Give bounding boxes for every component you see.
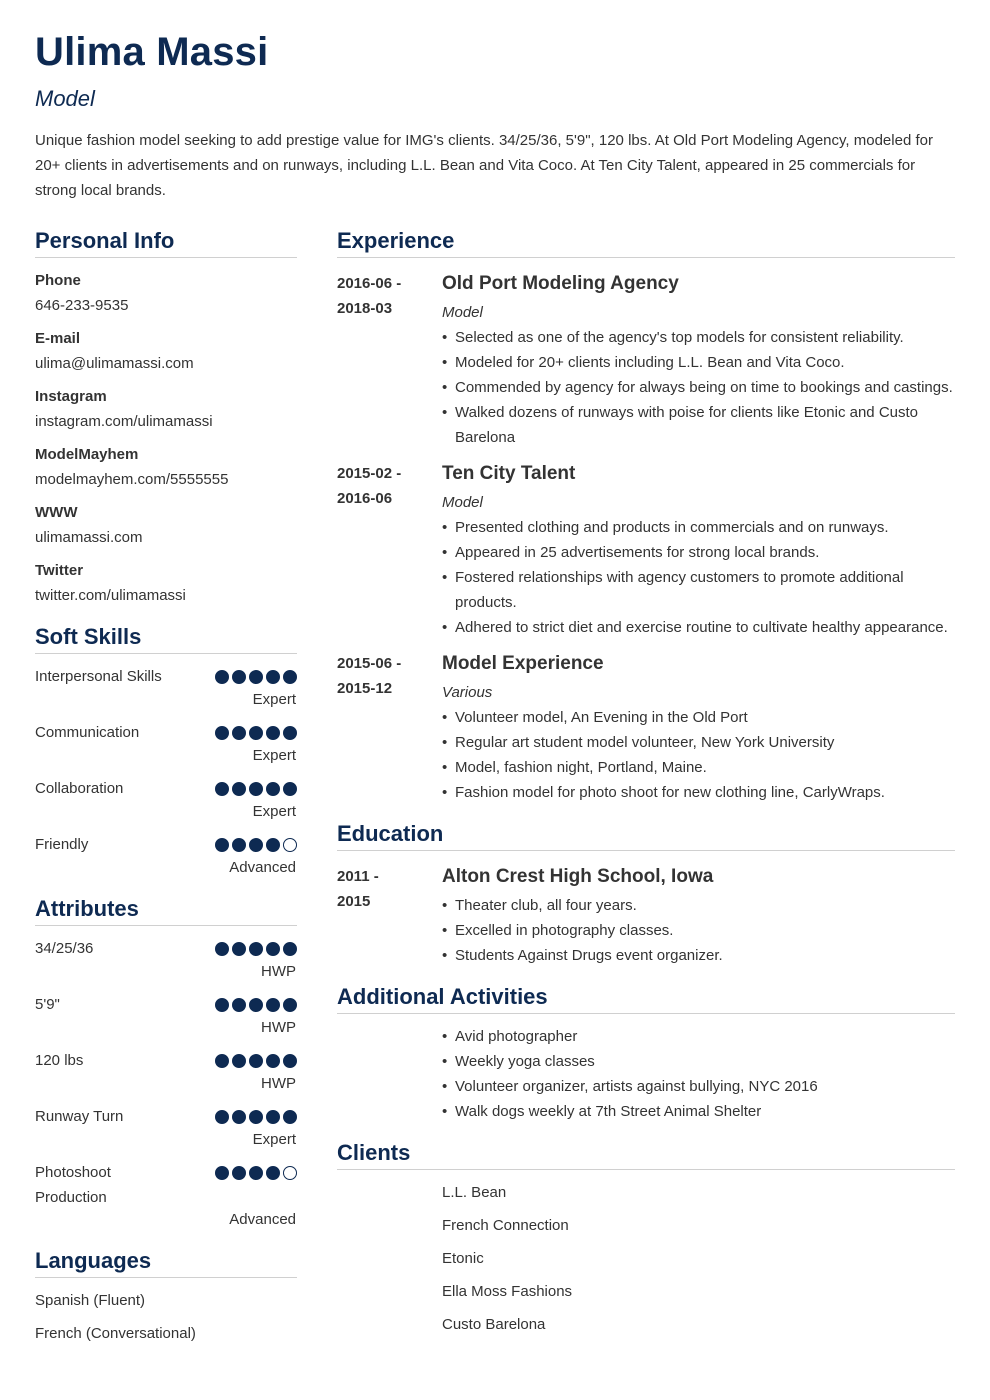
- rating-dot-filled: [215, 942, 229, 956]
- education-bullets: [442, 893, 957, 968]
- activity-bullet: • Weekly yoga classes: [442, 1049, 957, 1074]
- rating-dot-filled: [215, 726, 229, 740]
- email-label: E-mail: [35, 330, 81, 347]
- rating-dot-filled: [283, 726, 297, 740]
- attributes-heading: Attributes: [35, 896, 139, 921]
- instagram-value[interactable]: instagram.com/ulimamassi: [35, 413, 213, 430]
- job-bullet: • Modeled for 20+ clients including L.L. Bean and Vita Coco.: [442, 350, 957, 375]
- languages-heading: Languages: [35, 1248, 152, 1273]
- attribute-rating: [215, 1166, 297, 1180]
- job-bullet: • Presented clothing and products in commercials and on runways.: [442, 515, 957, 540]
- www-label: WWW: [35, 504, 78, 521]
- rating-dot-filled: [232, 670, 246, 684]
- job-date-end: 2016-06: [337, 490, 393, 507]
- rating-dot-filled: [283, 998, 297, 1012]
- rating-dot-filled: [266, 998, 280, 1012]
- skill-rating: [215, 726, 297, 740]
- job-date-start: 2016-06 -: [337, 275, 402, 292]
- skill-rating: [215, 838, 297, 852]
- rating-dot-filled: [283, 670, 297, 684]
- activities-bullets: [442, 1024, 957, 1124]
- attribute-name: 34/25/36: [35, 940, 94, 957]
- rating-dot-filled: [249, 998, 263, 1012]
- summary: Unique fashion model seeking to add prestige value for IMG's clients. 34/25/36, 5'9", 120 lbs. At Old Port Modeling Agency, modeled for 20+ clients in advertisements and on runways, including L.L. Bean and Vita Coco. At Ten City Talent, appeared in 25 commercials for strong local brands.: [35, 132, 933, 199]
- activity-bullet: • Volunteer organizer, artists against bullying, NYC 2016: [442, 1074, 957, 1099]
- client-item: Etonic: [442, 1250, 484, 1267]
- www-value[interactable]: ulimamassi.com: [35, 529, 143, 546]
- attribute-name: 5'9": [35, 996, 60, 1013]
- rating-dot-filled: [232, 782, 246, 796]
- attribute-level: HWP: [261, 1019, 296, 1036]
- rating-dot-filled: [232, 1166, 246, 1180]
- rating-dot-filled: [266, 1054, 280, 1068]
- rating-dot-filled: [266, 942, 280, 956]
- rating-dot-filled: [232, 1054, 246, 1068]
- twitter-label: Twitter: [35, 562, 84, 579]
- skill-rating: [215, 670, 297, 684]
- activity-bullet: • Avid photographer: [442, 1024, 957, 1049]
- rating-dot-empty: [283, 1166, 297, 1180]
- email-value[interactable]: ulima@ulimamassi.com: [35, 355, 194, 372]
- job-bullets: [442, 515, 957, 640]
- job-date-start: 2015-06 -: [337, 655, 402, 672]
- modelmayhem-label: ModelMayhem: [35, 446, 139, 463]
- job-role: Model: [442, 304, 483, 321]
- job-bullets: [442, 705, 957, 805]
- rating-dot-filled: [266, 1166, 280, 1180]
- rating-dot-filled: [283, 942, 297, 956]
- rating-dot-filled: [215, 998, 229, 1012]
- rating-dot-filled: [215, 1110, 229, 1124]
- education-school: Alton Crest High School, Iowa: [442, 866, 714, 887]
- languages-divider: [35, 1277, 297, 1278]
- job-date-start: 2015-02 -: [337, 465, 402, 482]
- language-item: Spanish (Fluent): [35, 1292, 146, 1309]
- skill-name: Friendly: [35, 836, 89, 853]
- rating-dot-empty: [283, 838, 297, 852]
- rating-dot-filled: [283, 1054, 297, 1068]
- job-bullets: [442, 325, 957, 450]
- rating-dot-filled: [249, 942, 263, 956]
- attribute-rating: [215, 1054, 297, 1068]
- rating-dot-filled: [283, 782, 297, 796]
- job-bullet: • Fostered relationships with agency customers to promote additional products.: [442, 565, 957, 615]
- skill-level: Advanced: [229, 859, 296, 876]
- job-company: Ten City Talent: [442, 463, 576, 484]
- candidate-name: Ulima Massi: [35, 30, 269, 74]
- education-date-end: 2015: [337, 893, 371, 910]
- rating-dot-filled: [266, 670, 280, 684]
- soft-skills-divider: [35, 653, 297, 654]
- job-bullet: • Commended by agency for always being on time to bookings and castings.: [442, 375, 957, 400]
- personal-info-heading: Personal Info: [35, 228, 175, 253]
- job-bullet: • Selected as one of the agency's top models for consistent reliability.: [442, 325, 957, 350]
- education-bullet: • Students Against Drugs event organizer.: [442, 943, 957, 968]
- attribute-rating: [215, 998, 297, 1012]
- skill-rating: [215, 782, 297, 796]
- rating-dot-filled: [232, 942, 246, 956]
- rating-dot-filled: [249, 838, 263, 852]
- language-item: French (Conversational): [35, 1325, 196, 1342]
- client-item: L.L. Bean: [442, 1184, 507, 1201]
- education-bullet: • Excelled in photography classes.: [442, 918, 957, 943]
- skill-name: Collaboration: [35, 780, 124, 797]
- attribute-level: HWP: [261, 963, 296, 980]
- job-date-end: 2018-03: [337, 300, 393, 317]
- rating-dot-filled: [232, 726, 246, 740]
- attribute-name: Runway Turn: [35, 1108, 124, 1125]
- activities-heading: Additional Activities: [337, 984, 548, 1009]
- rating-dot-filled: [215, 1166, 229, 1180]
- client-item: French Connection: [442, 1217, 569, 1234]
- rating-dot-filled: [249, 670, 263, 684]
- job-role: Model: [442, 494, 483, 511]
- attribute-rating: [215, 942, 297, 956]
- client-item: Ella Moss Fashions: [442, 1283, 573, 1300]
- education-divider: [337, 850, 955, 851]
- rating-dot-filled: [266, 726, 280, 740]
- job-bullet: • Model, fashion night, Portland, Maine.: [442, 755, 957, 780]
- twitter-value[interactable]: twitter.com/ulimamassi: [35, 587, 186, 604]
- rating-dot-filled: [249, 1110, 263, 1124]
- rating-dot-filled: [215, 782, 229, 796]
- attribute-level: Advanced: [229, 1211, 296, 1228]
- modelmayhem-value[interactable]: modelmayhem.com/5555555: [35, 471, 229, 488]
- rating-dot-filled: [266, 838, 280, 852]
- clients-heading: Clients: [337, 1140, 411, 1165]
- phone-label: Phone: [35, 272, 81, 289]
- rating-dot-filled: [266, 782, 280, 796]
- job-bullet: • Regular art student model volunteer, New York University: [442, 730, 957, 755]
- job-date-end: 2015-12: [337, 680, 393, 697]
- client-item: Custo Barelona: [442, 1316, 546, 1333]
- rating-dot-filled: [215, 670, 229, 684]
- job-bullet: • Adhered to strict diet and exercise routine to cultivate healthy appearance.: [442, 615, 957, 640]
- attribute-name: 120 lbs: [35, 1052, 84, 1069]
- skill-level: Expert: [252, 803, 296, 820]
- personal-info-divider: [35, 257, 297, 258]
- attribute-name-continued: Production: [35, 1189, 107, 1206]
- skill-name: Communication: [35, 724, 140, 741]
- skill-level: Expert: [252, 691, 296, 708]
- clients-divider: [337, 1169, 955, 1170]
- candidate-title: Model: [35, 86, 95, 111]
- attribute-rating: [215, 1110, 297, 1124]
- attribute-name: Photoshoot: [35, 1164, 111, 1181]
- job-bullet: • Fashion model for photo shoot for new clothing line, CarlyWraps.: [442, 780, 957, 805]
- rating-dot-filled: [232, 1110, 246, 1124]
- education-heading: Education: [337, 821, 444, 846]
- job-bullet: • Volunteer model, An Evening in the Old Port: [442, 705, 957, 730]
- rating-dot-filled: [232, 838, 246, 852]
- experience-heading: Experience: [337, 228, 455, 253]
- job-bullet: • Walked dozens of runways with poise for clients like Etonic and Custo Barelona: [442, 400, 957, 450]
- job-bullet: • Appeared in 25 advertisements for strong local brands.: [442, 540, 957, 565]
- rating-dot-filled: [283, 1110, 297, 1124]
- education-date-start: 2011 -: [337, 868, 379, 885]
- experience-divider: [337, 257, 955, 258]
- rating-dot-filled: [215, 838, 229, 852]
- education-bullet: • Theater club, all four years.: [442, 893, 957, 918]
- skill-level: Expert: [252, 747, 296, 764]
- skill-name: Interpersonal Skills: [35, 668, 162, 685]
- attributes-divider: [35, 925, 297, 926]
- soft-skills-heading: Soft Skills: [35, 624, 142, 649]
- rating-dot-filled: [266, 1110, 280, 1124]
- job-company: Model Experience: [442, 653, 604, 674]
- attribute-level: HWP: [261, 1075, 296, 1092]
- rating-dot-filled: [215, 1054, 229, 1068]
- activity-bullet: • Walk dogs weekly at 7th Street Animal Shelter: [442, 1099, 957, 1124]
- activities-divider: [337, 1013, 955, 1014]
- rating-dot-filled: [232, 998, 246, 1012]
- rating-dot-filled: [249, 1054, 263, 1068]
- instagram-label: Instagram: [35, 388, 107, 405]
- job-company: Old Port Modeling Agency: [442, 273, 679, 294]
- rating-dot-filled: [249, 726, 263, 740]
- attribute-level: Expert: [252, 1131, 296, 1148]
- rating-dot-filled: [249, 1166, 263, 1180]
- rating-dot-filled: [249, 782, 263, 796]
- job-role: Various: [442, 684, 493, 701]
- phone-value: 646-233-9535: [35, 297, 129, 314]
